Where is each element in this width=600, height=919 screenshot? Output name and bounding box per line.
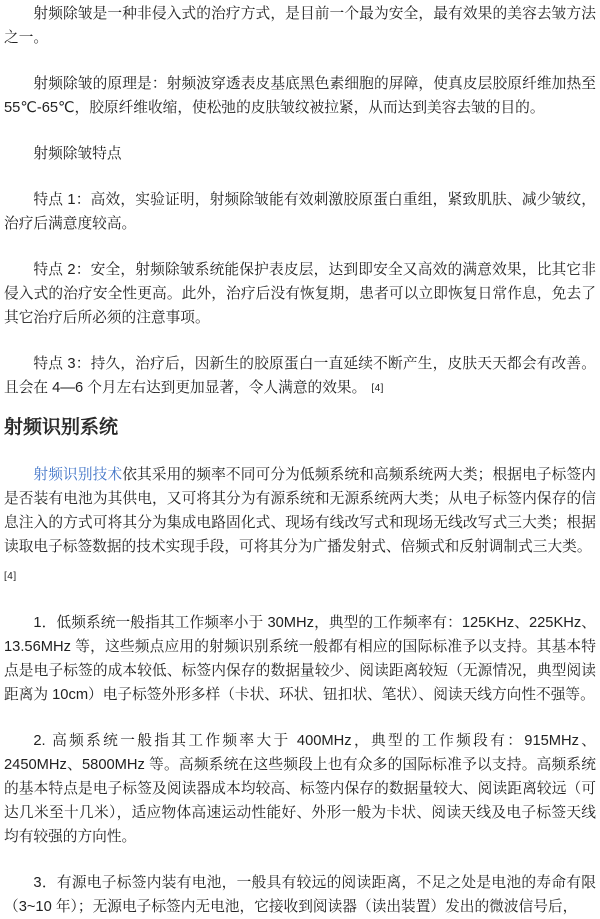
paragraph-high-frequency: 2. 高频系统一般指其工作频率大于 400MHz，典型的工作频段有：915MHz、2450MHz、5800MHz 等。高频系统在这些频段上也有众多的国际标准予以支持。高频系统的基本特点是电子标签及阅读器成本均较高、标签内保存的数据量较大、阅读距离较远（可达几米至十几米），适应物体高速运动性能好、外形一般为卡状、阅读天线及电子标签天线均有较强的方向性。 <box>4 733 596 845</box>
rfid-technology-link[interactable]: 射频识别技术 <box>33 467 123 483</box>
paragraph-feature-1: 特点 1：高效，实验证明，射频除皱能有效刺激胶原蛋白重组，紧致肌肤、减少皱纹，治疗后满意度较高。 <box>4 192 596 232</box>
paragraph-rfid-overview <box>4 463 596 559</box>
paragraph-intro: 射频除皱是一种非侵入式的治疗方式，是目前一个最为安全，最有效果的美容去皱方法之一。 <box>4 6 596 46</box>
section-heading-rfid-system: 射频识别系统 <box>4 417 119 438</box>
paragraph-features-title: 射频除皱特点 <box>33 146 122 162</box>
paragraph-active-passive-tags: 3．有源电子标签内装有电池，一般具有较远的阅读距离，不足之处是电池的寿命有限（3~10 年）；无源电子标签内无电池，它接收到阅读器（读出装置）发出的微波信号后， <box>4 875 596 915</box>
feature-3-text: 特点 3：持久，治疗后，因新生的胶原蛋白一直延续不断产生，皮肤天天都会有改善。且会在 4—6 个月左右达到更加显著，令人满意的效果。 <box>4 356 596 396</box>
citation-ref-4-line: [4] <box>4 571 17 582</box>
paragraph-principle: 射频除皱的原理是：射频波穿透表皮基底黑色素细胞的屏障，使真皮层胶原纤维加热至55℃-65℃，胶原纤维收缩，使松弛的皮肤皱纹被拉紧，从而达到美容去皱的目的。 <box>4 76 596 116</box>
paragraph-feature-3 <box>4 352 596 401</box>
rfid-overview-text: 依其采用的频率不同可分为低频系统和高频系统两大类；根据电子标签内是否装有电池为其供电，又可将其分为有源系统和无源系统两大类；从电子标签内保存的信息注入的方式可将其分为集成电路固化式、现场有线改写式和现场无线改写式三大类；根据读取电子标签数据的技术实现手段，可将其分为广播发射式、倍频式和反射调制式三大类。 <box>4 467 596 555</box>
paragraph-feature-2: 特点 2：安全，射频除皱系统能保护表皮层，达到即安全又高效的满意效果，比其它非侵入式的治疗安全性更高。此外，治疗后没有恢复期，患者可以立即恢复日常作息，免去了其它治疗后所必须的注意事项。 <box>4 262 596 326</box>
citation-ref-4: [4] <box>371 383 384 394</box>
paragraph-low-frequency: 1．低频系统一般指其工作频率小于 30MHz，典型的工作频率有：125KHz、225KHz、13.56MHz 等，这些频点应用的射频识别系统一般都有相应的国际标准予以支持。其基本特点是电子标签的成本较低、标签内保存的数据量较少、阅读距离较短（无源情况，典型阅读距离为 10cm）电子标签外形多样（卡状、环状、钮扣状、笔状）、阅读天线方向性不强等。 <box>4 615 596 703</box>
